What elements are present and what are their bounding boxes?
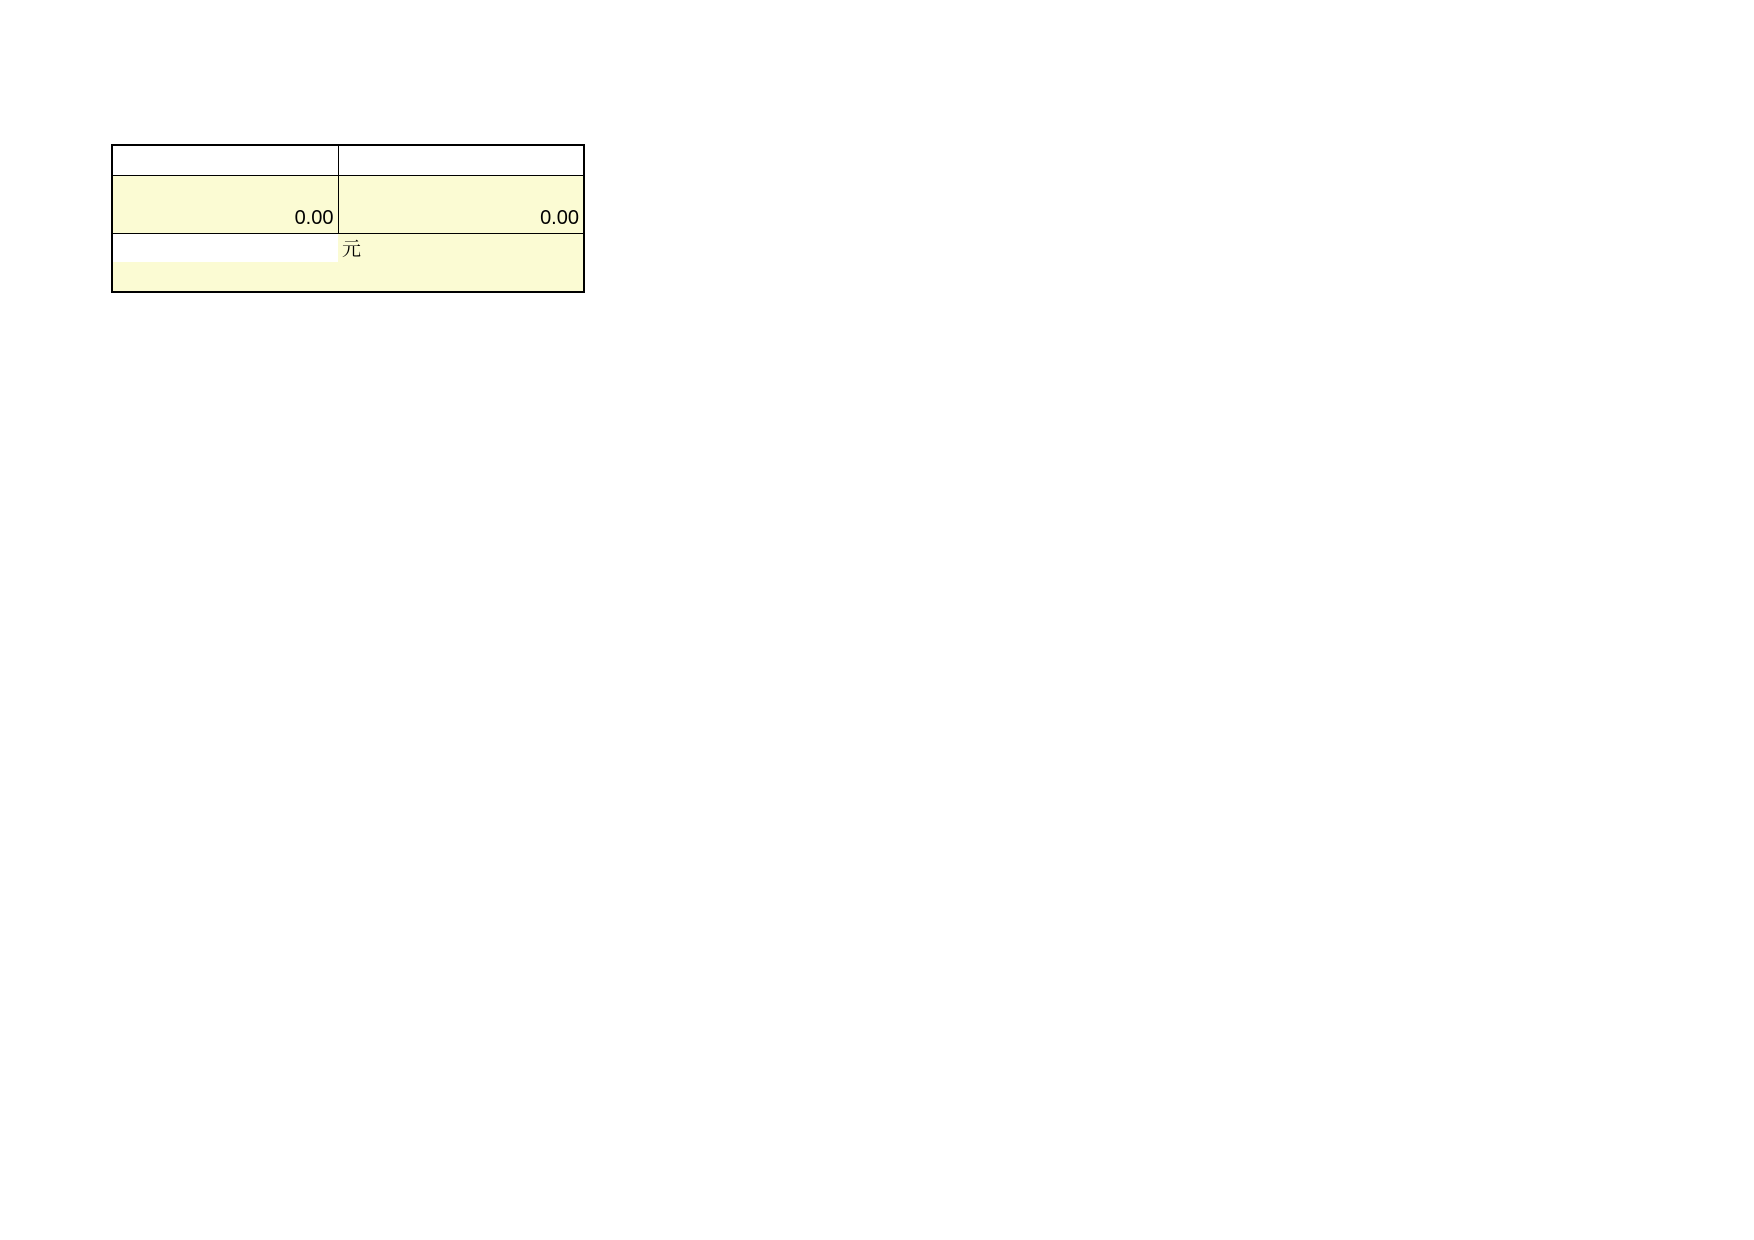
table-row (113, 204, 583, 233)
table-row (113, 262, 583, 291)
cell-a1[interactable] (113, 146, 338, 175)
table-row (113, 175, 583, 204)
cell-a2[interactable] (113, 175, 338, 204)
table-row (113, 146, 583, 175)
spreadsheet-block (111, 144, 585, 293)
cell-b4-unit[interactable]: 元 (338, 233, 583, 262)
cell-a5[interactable] (113, 262, 338, 291)
cell-a4[interactable] (113, 233, 338, 262)
cell-b5[interactable] (338, 262, 583, 291)
cell-b2[interactable] (338, 175, 583, 204)
cell-a3-amount[interactable]: 0.00 (113, 204, 338, 233)
sheet-table (113, 146, 583, 291)
cell-b3-amount[interactable]: 0.00 (338, 204, 583, 233)
table-row (113, 233, 583, 262)
cell-b1[interactable] (338, 146, 583, 175)
